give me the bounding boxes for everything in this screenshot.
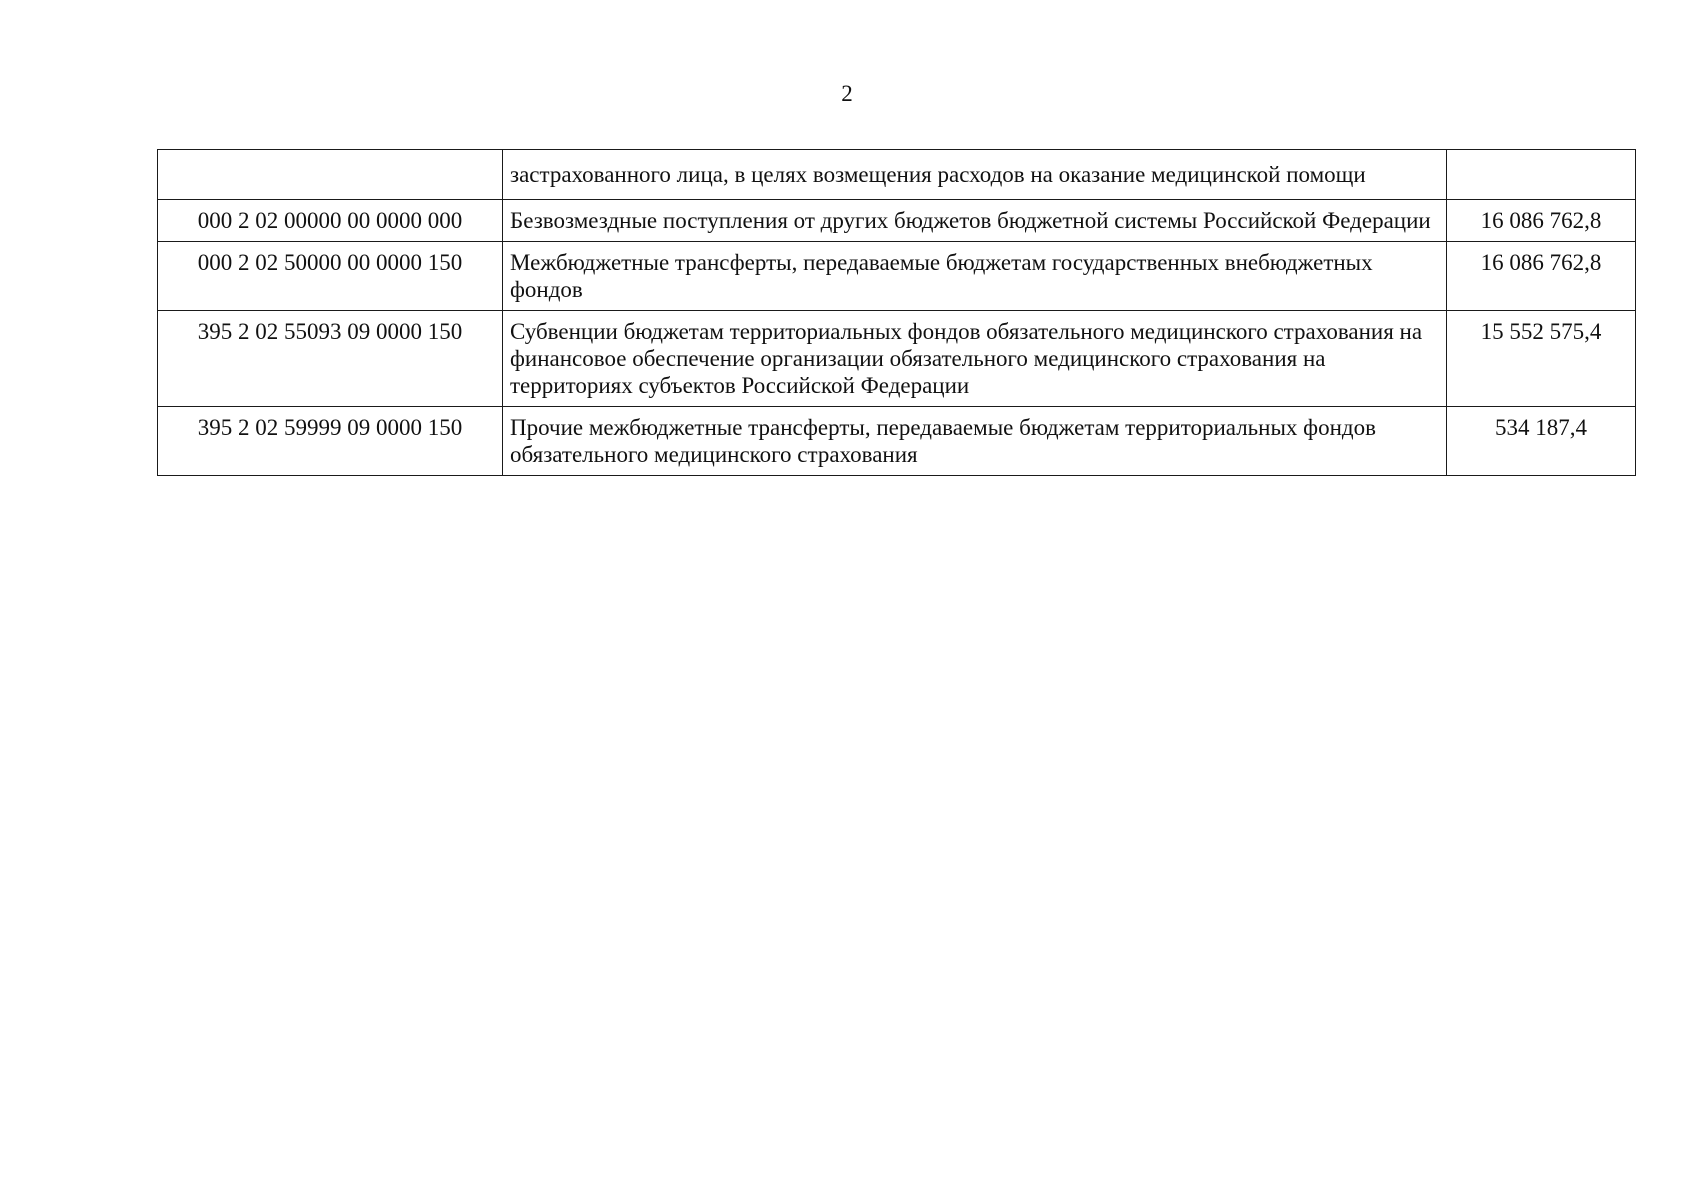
table-row xyxy=(158,242,1636,311)
table-row xyxy=(158,311,1636,407)
page-number: 2 xyxy=(841,81,853,106)
income-name-cell: застрахованного лица, в целях возмещения расходов на оказание медицинской помощи xyxy=(503,150,1447,200)
amount-cell: 16 086 762,8 xyxy=(1447,242,1636,311)
table-row xyxy=(158,200,1636,242)
table-row xyxy=(158,407,1636,476)
budget-code-cell: 395 2 02 59999 09 0000 150 xyxy=(158,407,503,476)
income-name-cell: Субвенции бюджетам территориальных фондов обязательного медицинского страхования на финансовое обеспечение организации обязательного медицинского страхования на территориях субъектов Российской Федерации xyxy=(503,311,1447,407)
income-name-cell: Безвозмездные поступления от других бюджетов бюджетной системы Российской Федерации xyxy=(503,200,1447,242)
budget-code-cell: 395 2 02 55093 09 0000 150 xyxy=(158,311,503,407)
budget-code-cell: 000 2 02 50000 00 0000 150 xyxy=(158,242,503,311)
budget-table xyxy=(157,149,1636,476)
amount-cell: 16 086 762,8 xyxy=(1447,200,1636,242)
income-name-cell: Межбюджетные трансферты, передаваемые бюджетам государственных внебюджетных фондов xyxy=(503,242,1447,311)
amount-cell xyxy=(1447,150,1636,200)
budget-code-cell xyxy=(158,150,503,200)
budget-code-cell: 000 2 02 00000 00 0000 000 xyxy=(158,200,503,242)
table-row xyxy=(158,150,1636,200)
income-name-cell: Прочие межбюджетные трансферты, передаваемые бюджетам территориальных фондов обязательного медицинского страхования xyxy=(503,407,1447,476)
amount-cell: 534 187,4 xyxy=(1447,407,1636,476)
amount-cell: 15 552 575,4 xyxy=(1447,311,1636,407)
